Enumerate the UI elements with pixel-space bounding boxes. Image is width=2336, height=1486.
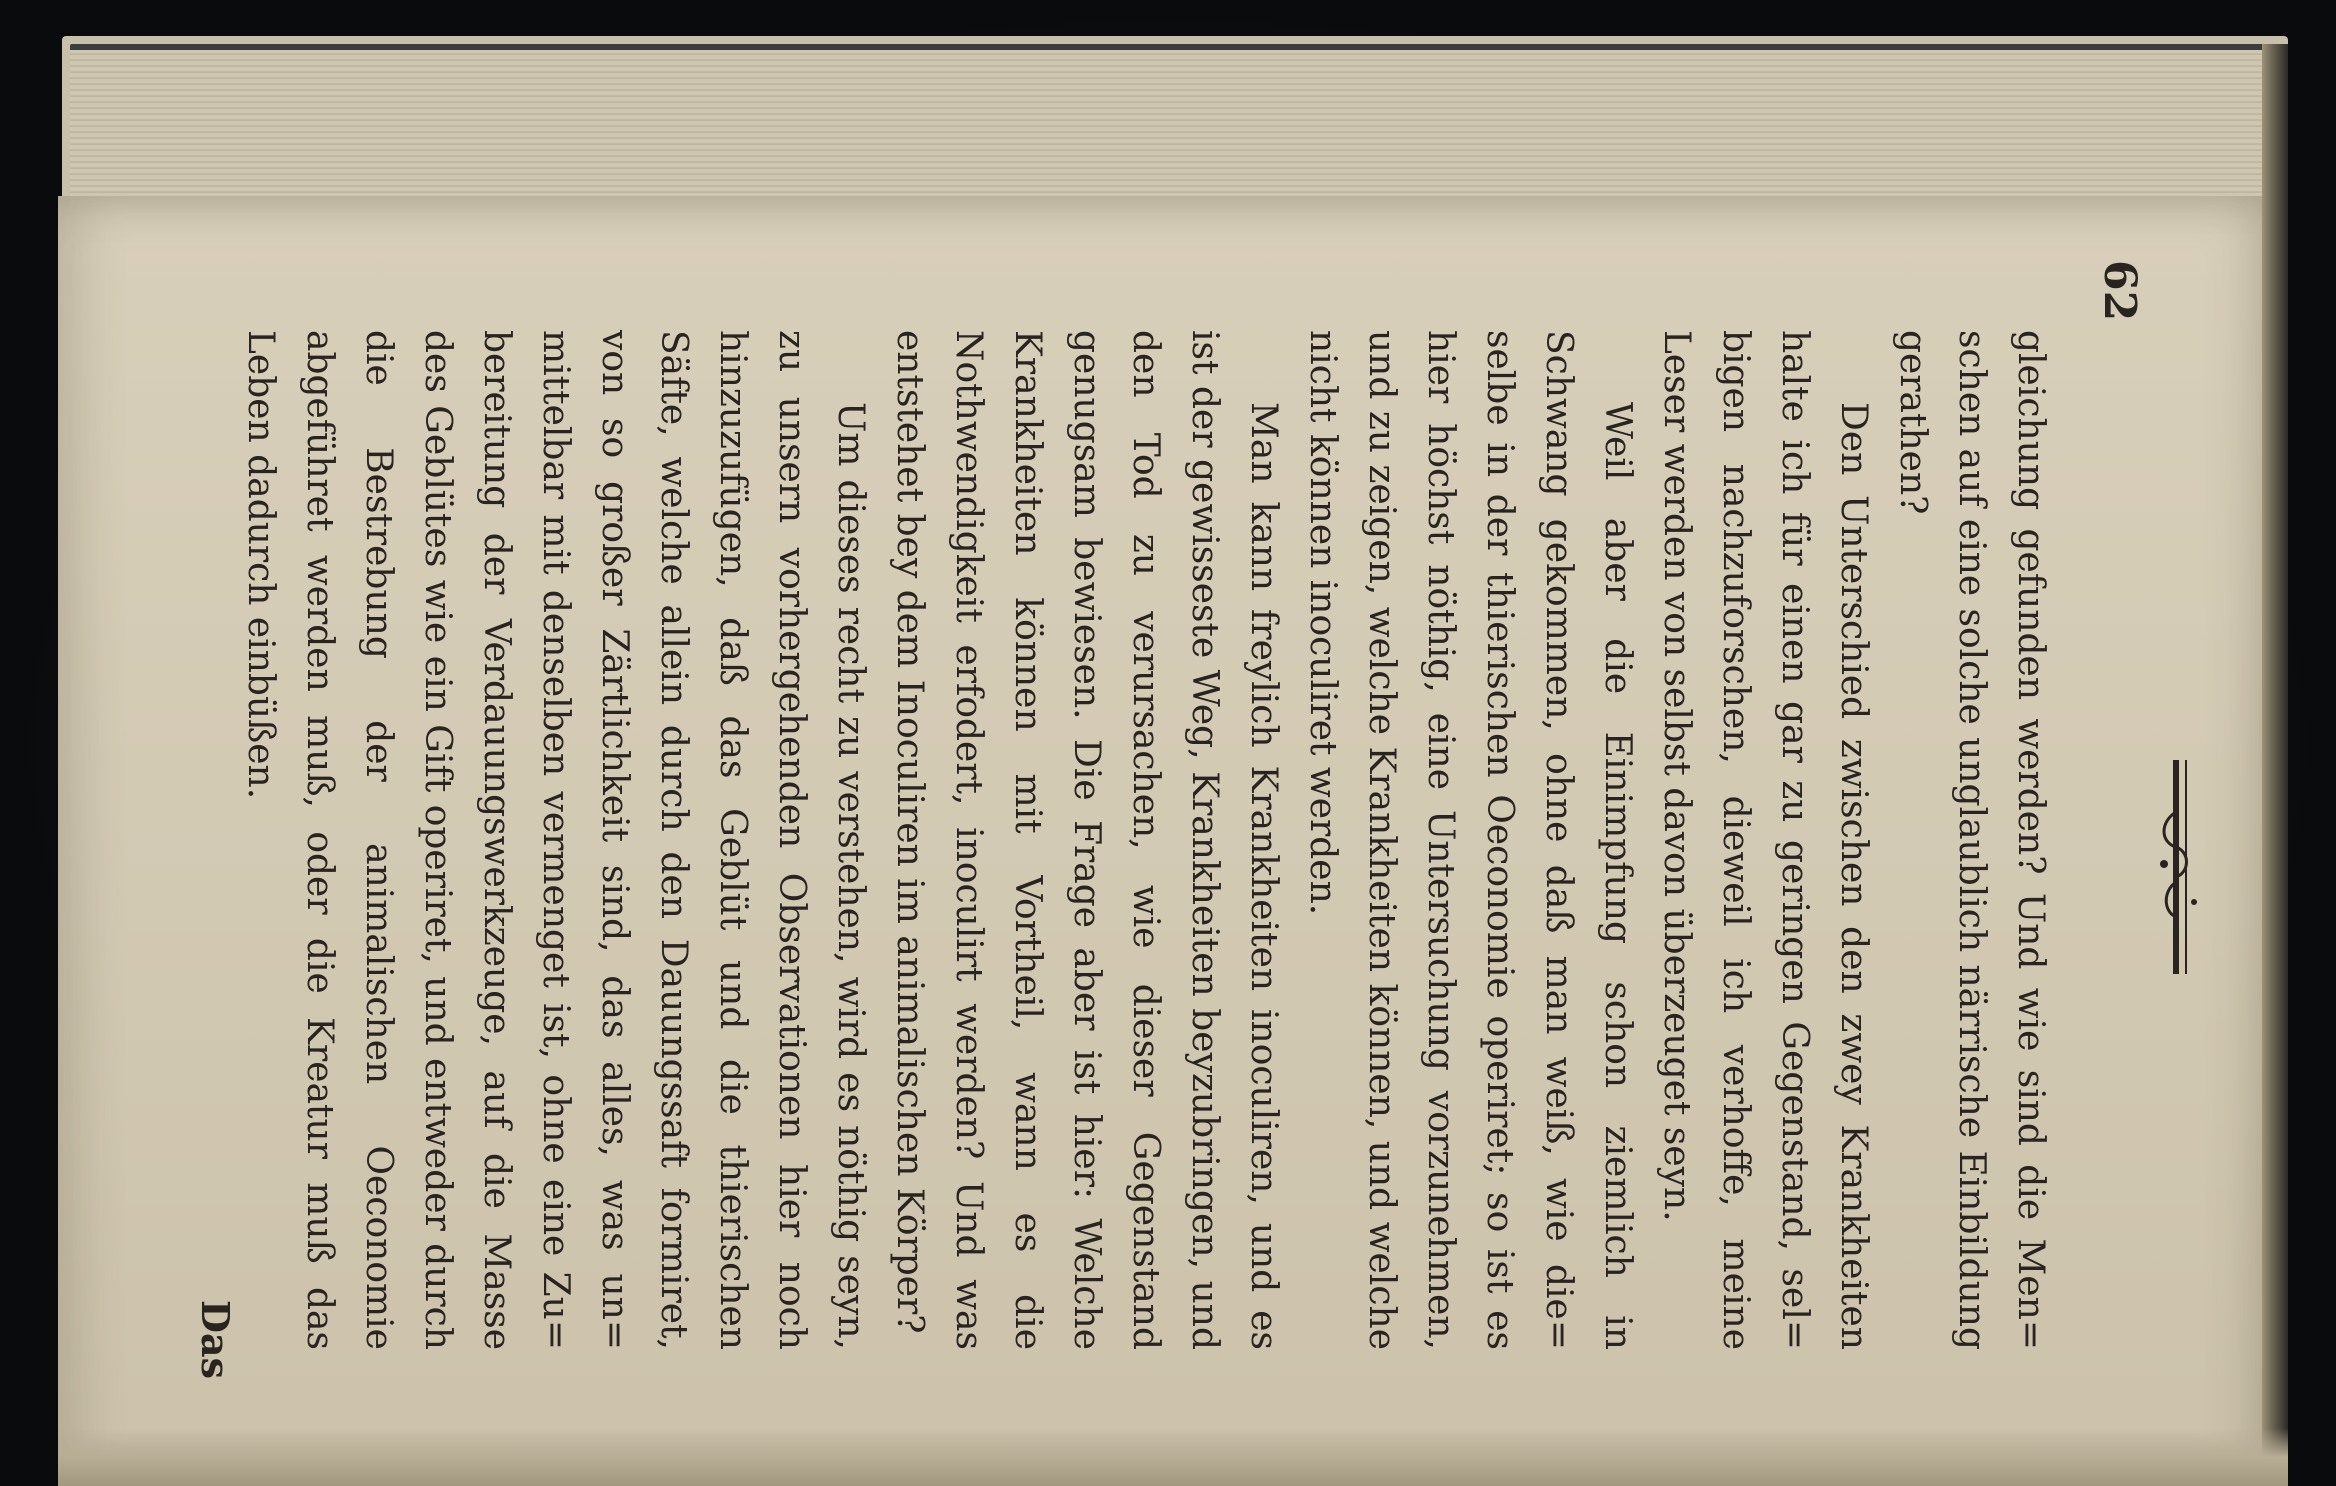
rotated-text-block	[180, 260, 2145, 1350]
page-number: 62	[2094, 260, 2145, 322]
paragraph-5: Um dieses recht zu verstehen, wird es nöthig seyn, zu unsern vorhergehenden Observationen hier noch hinzuzufügen, daß das Geblüt und die thierischen Säfte, welche allein durch den Dauungssaft formiret, von so großer Zärtlichkeit sind, das alles, was un= mittelbar mit denselben vermenget ist, ohne eine Zu= bereitung der Verdauungswerkzeuge, auf die Masse des Geblütes wie ein Gift operiret, und entweder durch die Bestrebung der animalischen Oeconomie abgeführet werden muß, oder die Kreatur muß das Leben dadurch einbüßen.	[240, 330, 871, 1350]
paragraph-2: Den Unterschied zwischen den zwey Krankheiten halte ich für einen gar zu geringen Gegenstand, sel= bigen nachzuforschen, dieweil ich verhoffe, meine Leser werden von selbst davon überzeuget seyn.	[1656, 330, 1874, 1350]
paragraph-1: gleichung gefunden werden? Und wie sind die Men= schen auf eine solche unglaublich närrische Einbildung gerathen?	[1892, 330, 2051, 1350]
paragraph-3: Weil aber die Einimpfung schon ziemlich in Schwang gekommen, ohne daß man weiß, wie die= selbe in der thierischen Oeconomie operiret; so ist es hier höchst nöthig, eine Untersuchung vorzunehmen, und zu zeigen, welche Krankheiten können, und welche nicht können inoculiret werden.	[1302, 330, 1638, 1350]
paragraph-4: Man kann freylich Krankheiten inoculiren, und es ist der gewisseste Weg, Krankheiten beyzubringen, und den Tod zu verursachen, wie dieser Gegenstand genugsam bewiesen. Die Frage aber ist hier: Welche Krankheiten können mit Vortheil, wann es die Nothwendigkeit erfodert, inoculirt werden? Und was entstehet bey dem Inoculiren im animalischen Körper?	[889, 330, 1284, 1350]
page-edges	[70, 44, 2280, 210]
ornament-divider	[2150, 752, 2220, 982]
book-spine-edge	[2262, 44, 2288, 1486]
catchword: Das	[193, 1300, 238, 1379]
page-gutter	[58, 1428, 2288, 1486]
page-text	[231, 330, 2060, 1350]
